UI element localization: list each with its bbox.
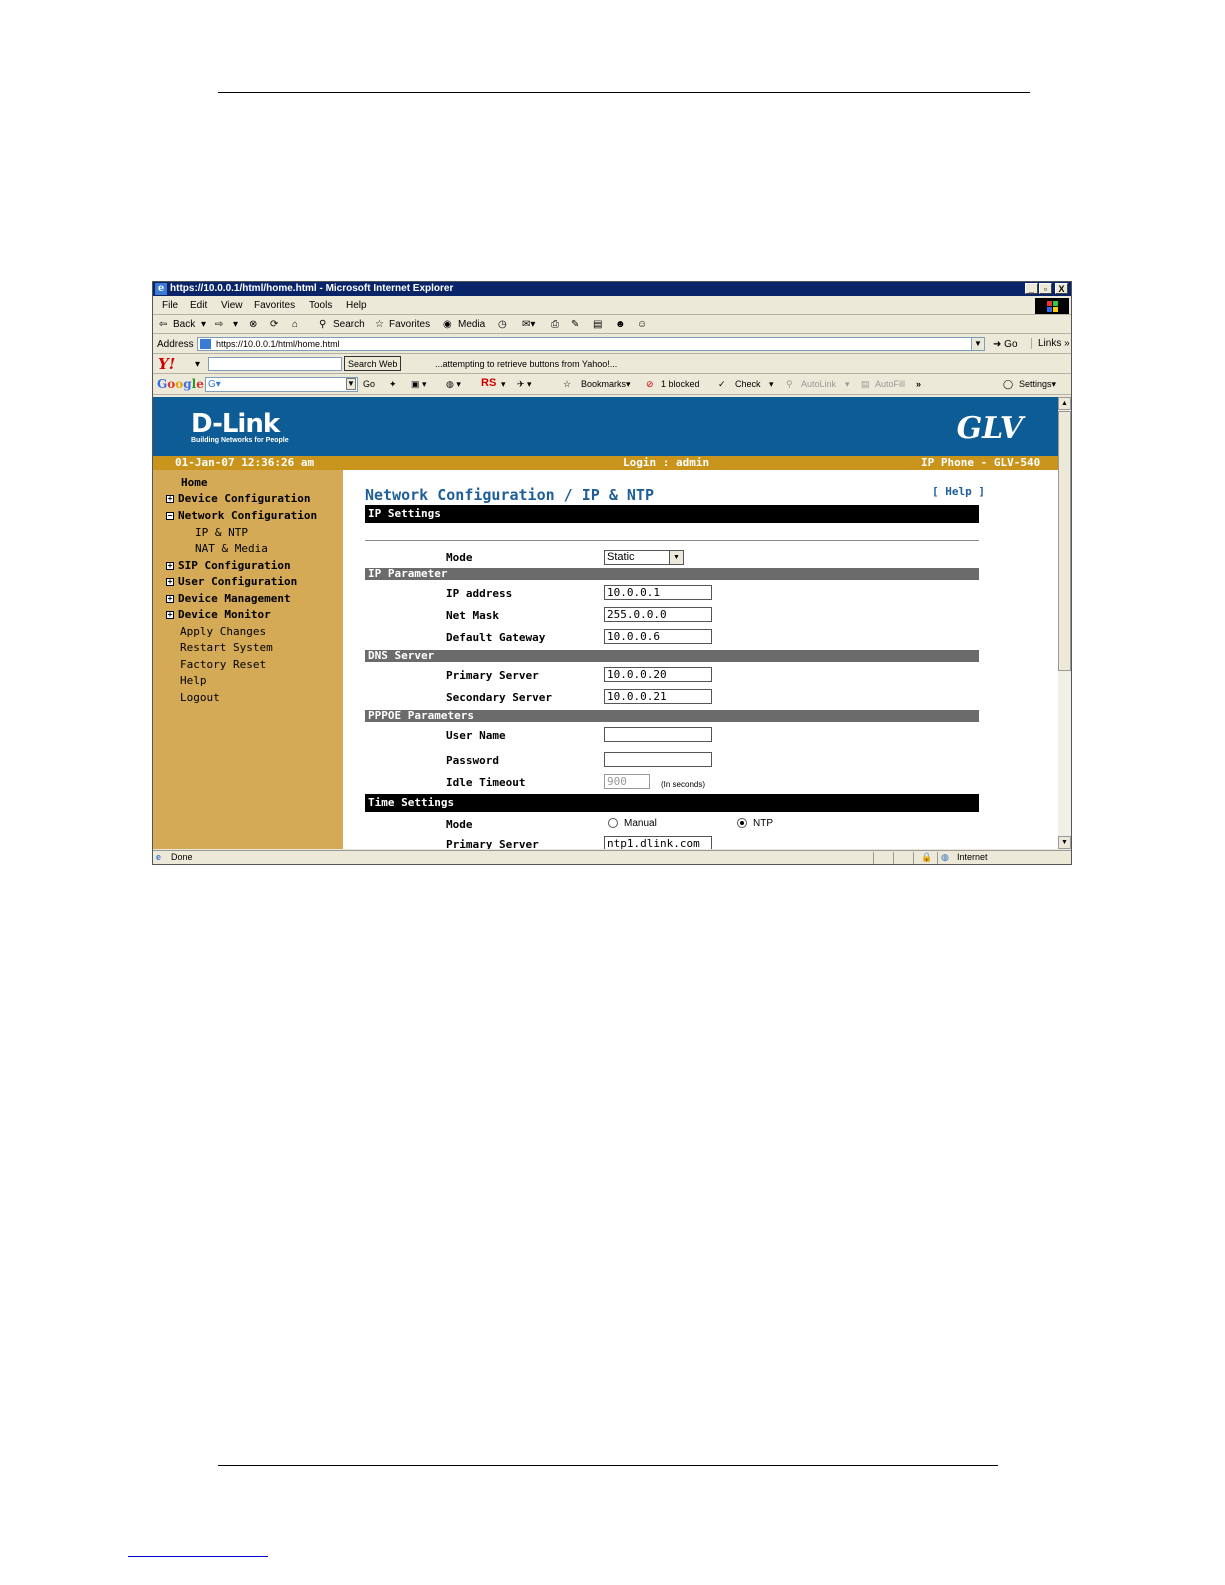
menu-tools[interactable]: Tools	[309, 300, 333, 311]
popup-blocked-count[interactable]: 1 blocked	[661, 379, 700, 389]
yahoo-search-input[interactable]	[208, 357, 342, 371]
primary-dns-field[interactable]: 10.0.0.20	[604, 667, 712, 682]
go-arrow-icon: ➜	[993, 339, 1005, 350]
help-link[interactable]: [ Help ]	[932, 485, 985, 498]
autolink-button[interactable]: AutoLink	[801, 379, 837, 389]
media-icon[interactable]: ◉	[443, 319, 452, 330]
gateway-label: Default Gateway	[446, 631, 546, 644]
sidebar-item-ip-ntp[interactable]	[195, 526, 248, 539]
google-dropdown-icon[interactable]: ▼	[347, 379, 355, 388]
popup-blocker-icon[interactable]: ⊘	[646, 379, 654, 389]
google-bookmarks-button[interactable]: Bookmarks▾	[581, 379, 631, 389]
user-config-label: User Configuration	[178, 575, 298, 588]
sidebar-item-sip-configuration[interactable]	[166, 559, 291, 572]
address-dropdown-icon[interactable]: ▼	[971, 337, 985, 351]
ntp-label: NTP	[753, 818, 773, 829]
sip-config-label: SIP Configuration	[178, 559, 291, 572]
section-time-settings: Time Settings	[365, 794, 979, 812]
google-settings-button[interactable]: Settings▾	[1019, 379, 1057, 389]
title-bar	[153, 282, 1071, 296]
ie-icon: e	[155, 283, 167, 295]
ip-address-label: IP address	[446, 587, 513, 600]
menu-bar	[153, 296, 1071, 315]
expand-plus-icon[interactable]: +	[167, 594, 173, 603]
menu-file[interactable]: File	[162, 300, 179, 311]
go-label: Go	[1004, 339, 1018, 350]
sidebar-item-device-monitor[interactable]	[166, 608, 271, 621]
sidebar-item-apply-changes[interactable]: Apply Changes	[180, 625, 267, 638]
sidebar-item-network-configuration[interactable]	[166, 509, 317, 522]
yahoo-search-button[interactable]: Search Web	[344, 356, 401, 371]
yahoo-dropdown-icon[interactable]: ▾	[195, 359, 201, 370]
status-text: Done	[171, 852, 193, 862]
rs-dropdown-icon[interactable]: ▾	[501, 379, 506, 389]
gateway-field[interactable]: 10.0.0.6	[604, 629, 712, 644]
scroll-thumb[interactable]	[1058, 411, 1071, 671]
section-pppoe: PPPOE Parameters	[365, 710, 979, 722]
expand-plus-icon[interactable]: +	[167, 610, 173, 619]
network-config-label: Network Configuration	[178, 509, 318, 522]
stop-icon[interactable]: ⊗	[249, 319, 258, 330]
minimize-button[interactable]: _	[1025, 283, 1038, 294]
lock-icon: 🔒	[921, 852, 933, 862]
links-label: Links	[1038, 338, 1062, 349]
print-icon[interactable]: ⎙	[551, 319, 559, 330]
footer-link-underline	[128, 1556, 268, 1557]
mode-value: Static	[607, 551, 635, 563]
radio-ntp-circle[interactable]	[737, 818, 747, 828]
menu-favorites[interactable]: Favorites	[254, 300, 296, 311]
product-logo: GLV	[956, 411, 1023, 446]
page-header-rule	[218, 92, 1030, 93]
google-rs-button[interactable]: RS	[481, 377, 497, 389]
device-monitor-label: Device Monitor	[178, 608, 271, 621]
bookmarks-star-icon[interactable]: ☆	[563, 379, 572, 389]
window-title: https://10.0.0.1/html/home.html - Microsoft Internet Explorer	[170, 283, 454, 294]
idle-timeout-label: Idle Timeout	[446, 776, 526, 789]
search-icon[interactable]: ⚲	[319, 319, 327, 330]
sidebar-item-device-configuration[interactable]	[166, 492, 310, 505]
menu-view[interactable]: View	[221, 300, 243, 311]
radio-ntp[interactable]	[737, 818, 773, 829]
autofill-icon[interactable]: ▤	[861, 379, 870, 389]
page-done-icon: e	[156, 852, 162, 862]
home-label: Home	[181, 476, 208, 489]
standard-toolbar	[153, 315, 1071, 334]
sidebar-item-home[interactable]	[181, 476, 208, 489]
netmask-label: Net Mask	[446, 609, 499, 622]
page-icon	[200, 339, 211, 349]
nat-media-label: NAT & Media	[195, 542, 268, 555]
sidebar-item-logout[interactable]: Logout	[180, 691, 220, 704]
sidebar-item-nat-media[interactable]	[195, 542, 268, 555]
netmask-field[interactable]: 255.0.0.0	[604, 607, 712, 622]
google-settings-icon[interactable]: ◯	[1003, 379, 1014, 389]
check-dropdown-icon[interactable]: ▾	[769, 379, 774, 389]
status-divider	[873, 852, 874, 864]
google-toolbar	[153, 374, 1071, 395]
menu-edit[interactable]: Edit	[190, 300, 208, 311]
spellcheck-icon[interactable]: ✓	[718, 379, 726, 389]
section-dns-server: DNS Server	[365, 650, 979, 662]
status-bar	[153, 850, 1071, 865]
status-divider	[937, 852, 938, 864]
main-content	[343, 470, 1058, 849]
refresh-icon[interactable]: ⟳	[270, 319, 279, 330]
sidebar-item-restart-system[interactable]: Restart System	[180, 641, 273, 654]
username-field[interactable]	[604, 727, 712, 742]
username-label: User Name	[446, 729, 506, 742]
dropdown-arrow-icon[interactable]: ▼	[669, 551, 683, 564]
media-button[interactable]: Media	[458, 319, 486, 330]
back-arrow-icon[interactable]: ⇦	[159, 319, 168, 330]
radio-manual-circle[interactable]	[608, 818, 618, 828]
smiley-icon[interactable]: ☺	[637, 319, 648, 330]
sidebar-item-help[interactable]: Help	[180, 674, 207, 687]
scroll-up-icon[interactable]: ▲	[1058, 397, 1071, 410]
expand-plus-icon[interactable]: +	[167, 494, 173, 503]
google-sendto-icon[interactable]: ✈ ▾	[517, 379, 532, 389]
google-logo[interactable]: Google	[157, 377, 204, 391]
dlink-tagline: Building Networks for People	[191, 437, 289, 444]
windows-logo-icon	[1035, 298, 1069, 314]
address-url: https://10.0.0.1/html/home.html	[216, 339, 340, 349]
sidebar-item-device-management[interactable]	[166, 592, 291, 605]
spellcheck-button[interactable]: Check	[735, 379, 761, 389]
ntp-primary-field[interactable]: ntp1.dlink.com	[604, 836, 712, 849]
mode-select[interactable]	[604, 550, 684, 565]
divider	[365, 540, 979, 541]
address-input[interactable]	[197, 337, 985, 351]
address-bar	[153, 334, 1071, 354]
yahoo-logo[interactable]: Y!	[158, 355, 176, 373]
home-icon[interactable]: ⌂	[292, 319, 299, 330]
status-divider	[893, 852, 894, 864]
info-bar	[153, 456, 1058, 470]
security-zone: Internet	[957, 852, 988, 862]
close-button[interactable]: X	[1055, 283, 1068, 294]
scroll-down-icon[interactable]: ▼	[1058, 836, 1071, 849]
idle-timeout-unit: (In seconds)	[661, 780, 706, 789]
address-label: Address	[157, 339, 194, 350]
google-go-button[interactable]: Go	[363, 379, 376, 389]
expand-plus-icon[interactable]: +	[167, 561, 173, 570]
favorites-button[interactable]: Favorites	[389, 319, 431, 330]
search-button[interactable]: Search	[333, 319, 365, 330]
discuss-icon[interactable]: ▤	[593, 319, 603, 330]
datetime: 01-Jan-07 12:36:26 am	[175, 456, 315, 469]
collapse-minus-icon[interactable]: −	[167, 511, 173, 520]
back-button[interactable]: Back	[173, 319, 196, 330]
dlink-logo: D-Link	[191, 409, 280, 439]
status-divider	[913, 852, 914, 864]
device-config-label: Device Configuration	[178, 492, 311, 505]
messenger-icon[interactable]: ☻	[615, 319, 626, 330]
forward-arrow-icon[interactable]: ⇨	[215, 319, 224, 330]
manual-label: Manual	[624, 818, 657, 829]
login-info: Login : admin	[623, 456, 710, 469]
google-search-input[interactable]: G▾	[205, 377, 358, 392]
mail-icon[interactable]: ✉▾	[522, 319, 536, 330]
sidebar-item-user-configuration[interactable]	[166, 575, 297, 588]
section-ip-parameter: IP Parameter	[365, 568, 979, 580]
google-more-button[interactable]: »	[916, 379, 922, 389]
google-chat-icon[interactable]: ◍ ▾	[446, 379, 461, 389]
browser-window	[152, 281, 1072, 865]
sidebar-item-factory-reset[interactable]: Factory Reset	[180, 658, 267, 671]
time-mode-label: Mode	[446, 818, 473, 831]
page-title: Network Configuration / IP & NTP	[365, 486, 654, 504]
google-blogger-icon[interactable]: ▣ ▾	[411, 379, 427, 389]
expand-plus-icon[interactable]: +	[167, 577, 173, 586]
favorites-icon[interactable]: ☆	[375, 319, 384, 330]
password-field[interactable]	[604, 752, 712, 767]
forward-dropdown-icon[interactable]: ▾	[233, 319, 239, 330]
restore-button[interactable]: ▫	[1039, 283, 1052, 294]
primary-dns-label: Primary Server	[446, 669, 539, 682]
secondary-dns-field[interactable]: 10.0.0.21	[604, 689, 712, 704]
google-news-icon[interactable]: ✦	[389, 379, 397, 389]
back-dropdown-icon[interactable]: ▾	[201, 319, 207, 330]
section-ip-settings: IP Settings	[365, 505, 979, 523]
page-footer-rule	[218, 1465, 998, 1466]
mode-label: Mode	[446, 551, 473, 564]
links-button[interactable]: Links »	[1031, 338, 1070, 349]
device-mgmt-label: Device Management	[178, 592, 291, 605]
yahoo-toolbar	[153, 354, 1071, 374]
password-label: Password	[446, 754, 499, 767]
device-name: IP Phone - GLV-540	[921, 456, 1041, 469]
menu-help[interactable]: Help	[346, 300, 367, 311]
history-icon[interactable]: ◷	[498, 319, 507, 330]
globe-icon: ◍	[941, 852, 949, 862]
sidebar	[153, 470, 343, 849]
vertical-scrollbar[interactable]	[1058, 397, 1071, 849]
autofill-button[interactable]: AutoFill	[875, 379, 906, 389]
autolink-icon[interactable]: ⚲	[786, 379, 793, 389]
go-button[interactable]	[993, 339, 1018, 350]
secondary-dns-label: Secondary Server	[446, 691, 552, 704]
ip-ntp-label: IP & NTP	[195, 526, 248, 539]
ntp-primary-label: Primary Server	[446, 838, 539, 849]
dlink-banner	[153, 397, 1058, 456]
radio-manual[interactable]	[608, 818, 657, 829]
autolink-dropdown-icon[interactable]: ▾	[845, 379, 850, 389]
edit-icon[interactable]: ✎	[571, 319, 580, 330]
idle-timeout-field[interactable]: 900	[604, 774, 650, 789]
ip-address-field[interactable]: 10.0.0.1	[604, 585, 712, 600]
yahoo-status-message: ...attempting to retrieve buttons from Yahoo!...	[435, 359, 618, 369]
web-page	[153, 397, 1058, 849]
